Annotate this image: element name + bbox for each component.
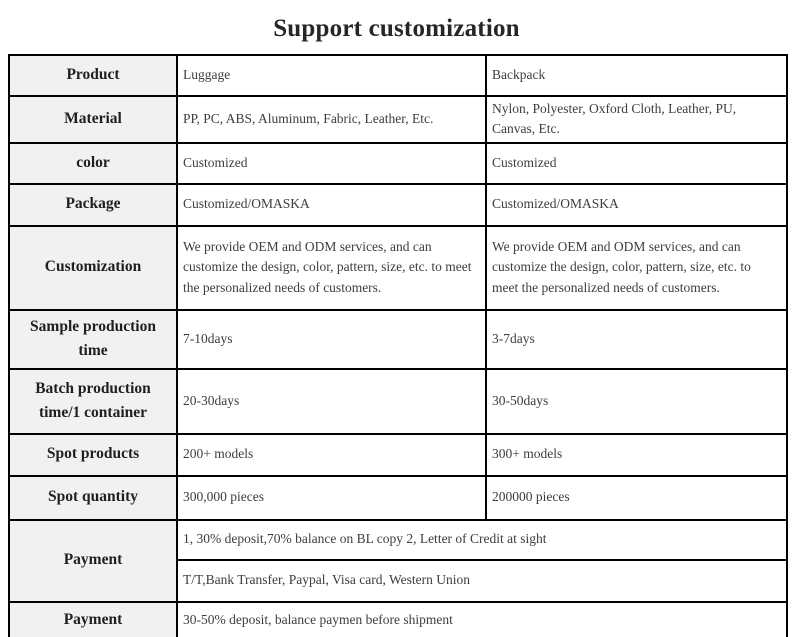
table-row-product (9, 55, 787, 96)
row-label: Product (9, 55, 177, 96)
row-label: color (9, 143, 177, 184)
value-cell: 200+ models (177, 434, 486, 476)
value-cell: 1, 30% deposit,70% balance on BL copy 2, Letter of Credit at sight (177, 520, 787, 560)
value-cell: 30-50days (486, 369, 787, 434)
table-row-package (9, 184, 787, 226)
value-cell: Customized/OMASKA (177, 184, 486, 226)
value-cell: Backpack (486, 55, 787, 96)
row-label: Batch production time/1 container (9, 369, 177, 434)
value-cell: We provide OEM and ODM services, and can customize the design, color, pattern, size, etc. to meet the personalized needs of customers. (486, 226, 787, 310)
table-row-color (9, 143, 787, 184)
row-label: Payment (9, 602, 177, 637)
row-label: Spot products (9, 434, 177, 476)
row-label: Spot quantity (9, 476, 177, 520)
table-row-material (9, 96, 787, 143)
value-cell: 300+ models (486, 434, 787, 476)
value-cell: Customized (177, 143, 486, 184)
value-cell: Customized (486, 143, 787, 184)
page-title: Support customization (273, 15, 520, 42)
row-label: Payment (9, 520, 177, 602)
value-cell: Luggage (177, 55, 486, 96)
value-cell: 7-10days (177, 310, 486, 369)
row-label: Material (9, 96, 177, 143)
table-row-spot-quantity (9, 476, 787, 520)
value-cell: 300,000 pieces (177, 476, 486, 520)
row-label: Customization (9, 226, 177, 310)
value-cell: 30-50% deposit, balance paymen before shipment (177, 602, 787, 637)
value-cell: Customized/OMASKA (486, 184, 787, 226)
value-cell: 200000 pieces (486, 476, 787, 520)
specification-table (8, 54, 788, 637)
value-cell: 20-30days (177, 369, 486, 434)
table-row-sample-production-time (9, 310, 787, 369)
row-label: Sample production time (9, 310, 177, 369)
value-cell: 3-7days (486, 310, 787, 369)
table-row-batch-production-time (9, 369, 787, 434)
table-row-payment-1a (9, 520, 787, 560)
table-row-customization (9, 226, 787, 310)
row-label: Package (9, 184, 177, 226)
table-row-payment-2 (9, 602, 787, 637)
value-cell: Nylon, Polyester, Oxford Cloth, Leather, PU, Canvas, Etc. (486, 96, 787, 143)
table-row-spot-products (9, 434, 787, 476)
value-cell: PP, PC, ABS, Aluminum, Fabric, Leather, Etc. (177, 96, 486, 143)
value-cell: T/T,Bank Transfer, Paypal, Visa card, Western Union (177, 560, 787, 602)
value-cell: We provide OEM and ODM services, and can customize the design, color, pattern, size, etc. to meet the personalized needs of customers. (177, 226, 486, 310)
